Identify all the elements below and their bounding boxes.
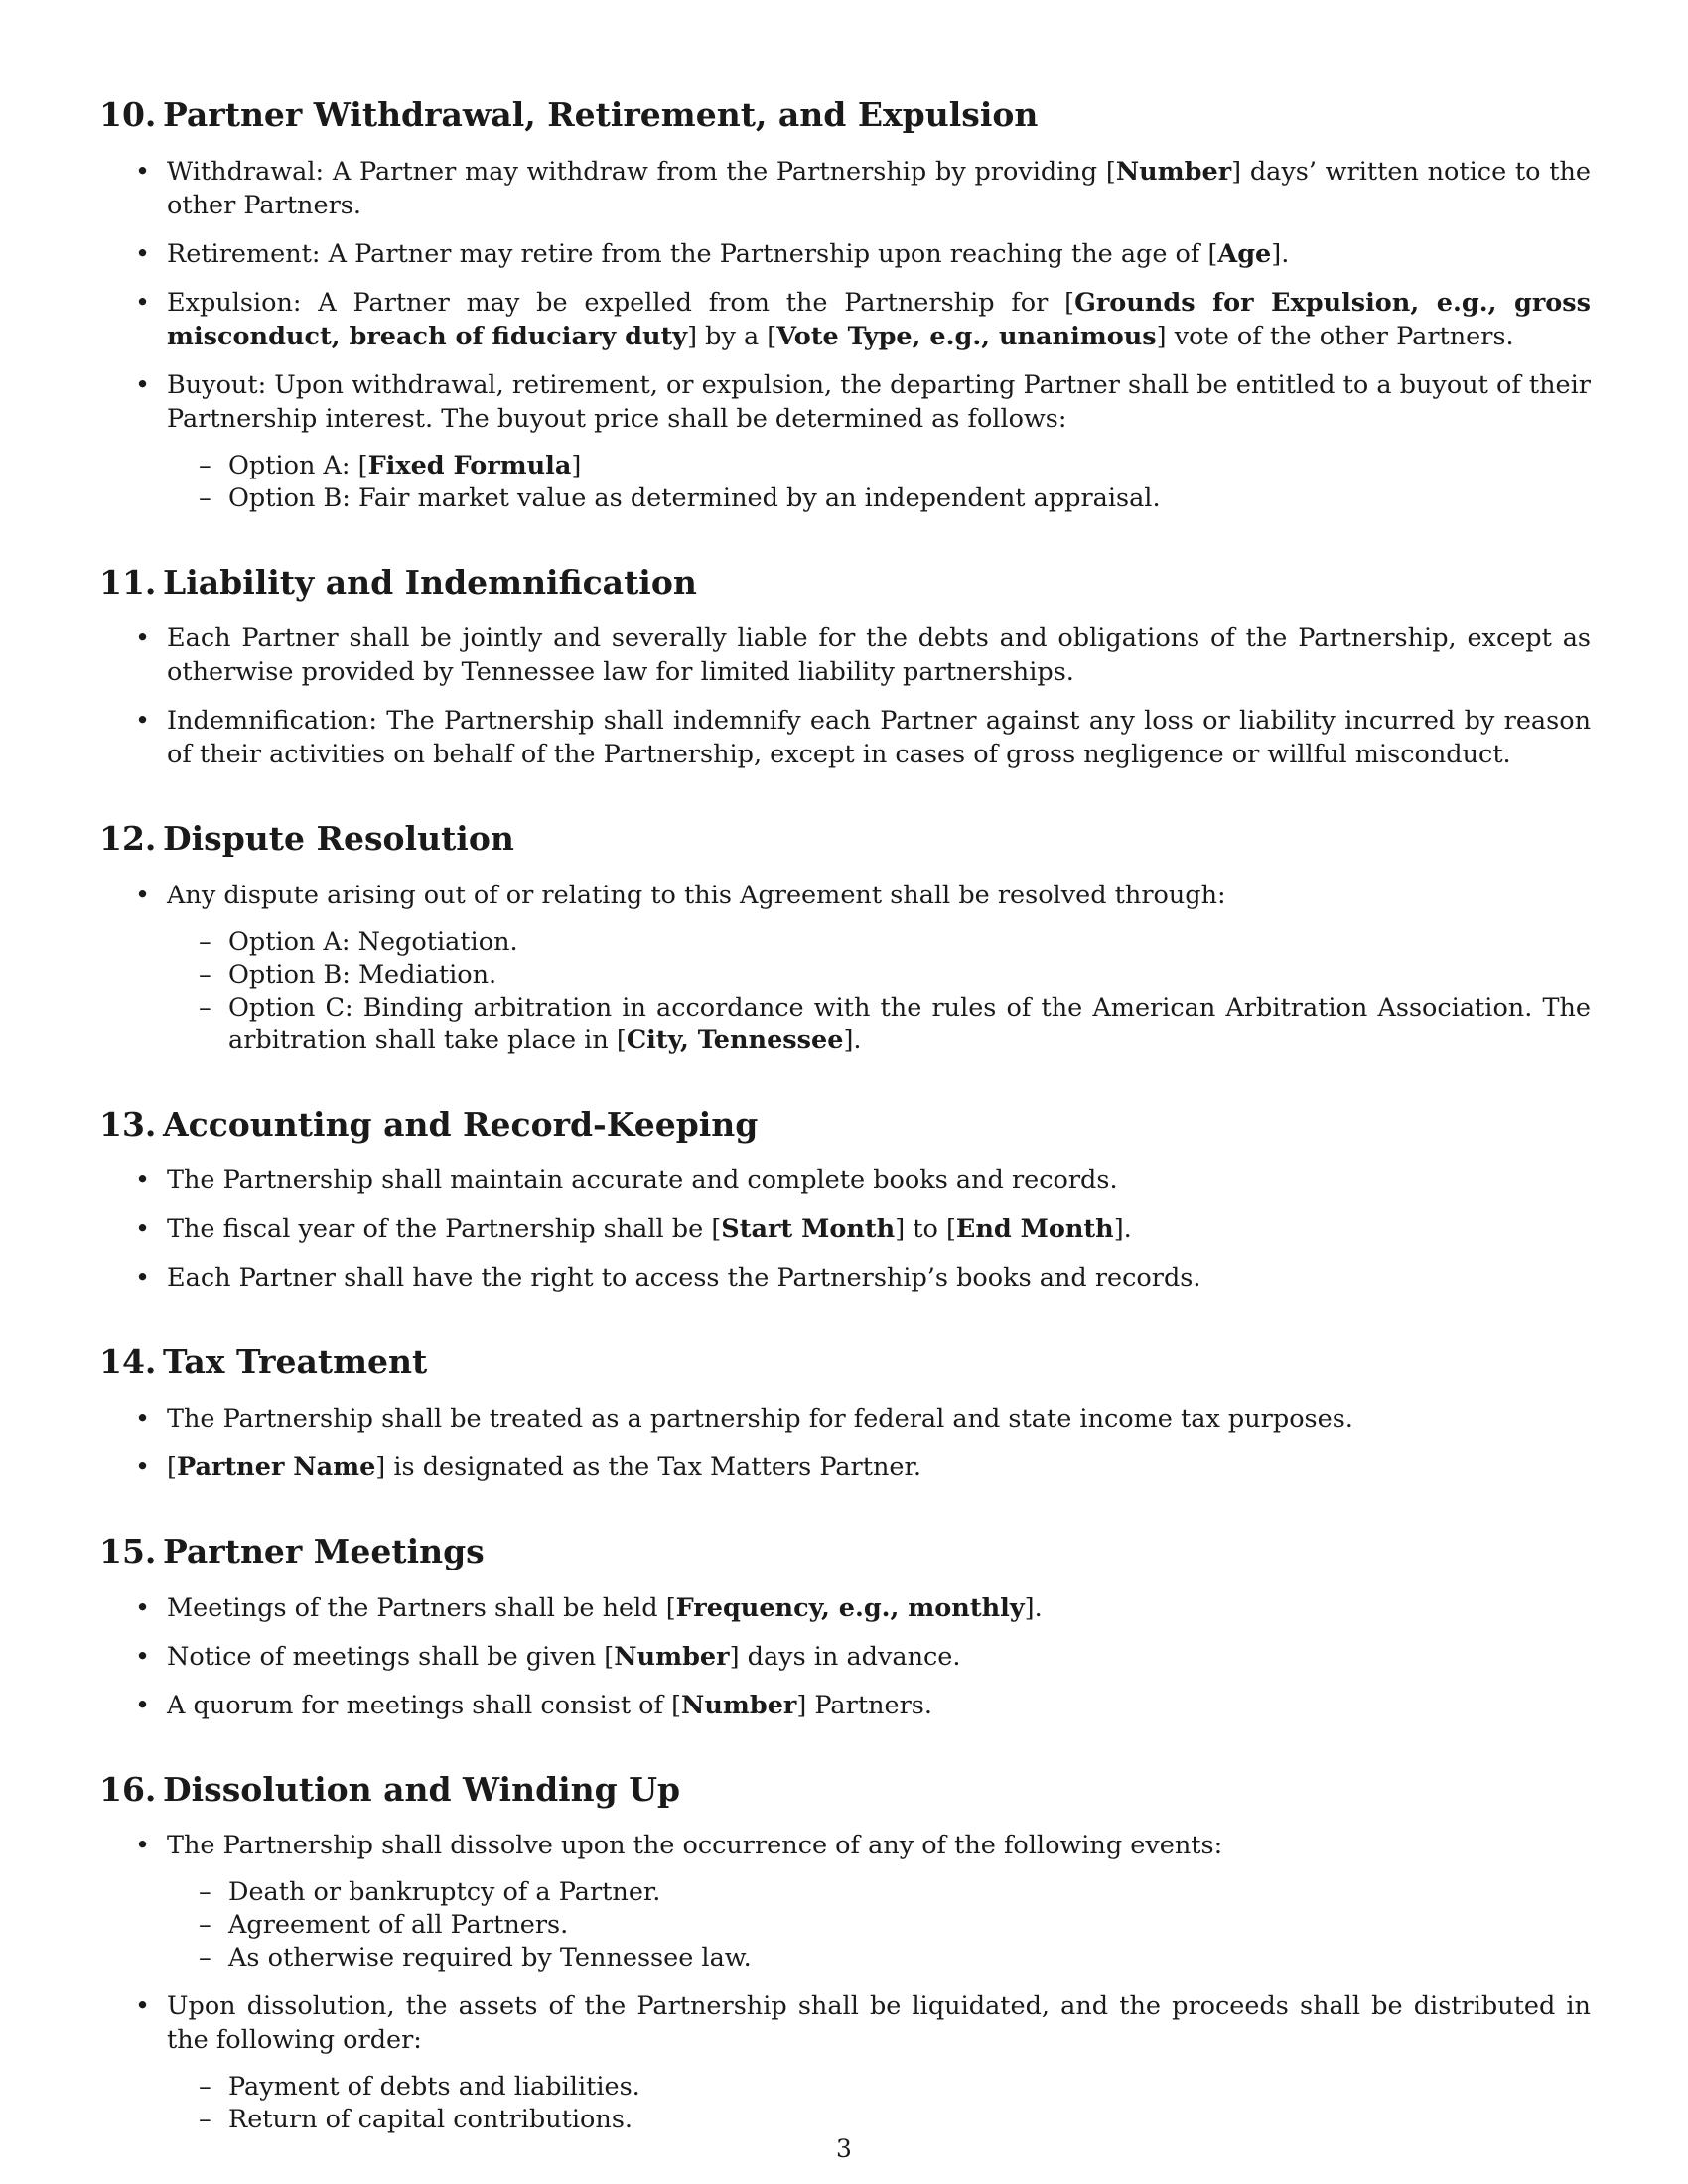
section-title: Accounting and Record-Keeping <box>163 1104 759 1144</box>
text: ]. <box>1024 1592 1043 1623</box>
placeholder-age: Age <box>1217 238 1272 269</box>
section-title: Dispute Resolution <box>163 819 514 859</box>
section-13 <box>99 1105 1591 1296</box>
sub-list-item: – Return of capital contributions. <box>167 2104 1591 2136</box>
placeholder-vote-type: Vote Type, e.g., unanimous <box>776 321 1157 351</box>
list-item <box>99 1989 1591 2136</box>
text: ] Partners. <box>796 1690 932 1720</box>
text: Meetings of the Partners shall be held [ <box>167 1592 676 1623</box>
section-number: 15. <box>99 1531 157 1570</box>
list-item <box>99 1689 1591 1722</box>
text: [ <box>167 1451 177 1482</box>
text: ] by a [ <box>687 321 777 351</box>
placeholder-partner-name: Partner Name <box>176 1451 376 1482</box>
section-heading <box>99 1532 1591 1571</box>
section-15 <box>99 1532 1591 1722</box>
section-title: Partner Withdrawal, Retirement, and Expulsion <box>163 95 1039 134</box>
list-item-buyout <box>99 368 1591 515</box>
text: ]. <box>1271 238 1290 269</box>
document-page <box>99 95 1591 2184</box>
text: Option A: [ <box>228 450 368 480</box>
section-heading <box>99 95 1591 135</box>
text: Buyout: Upon withdrawal, retirement, or expulsion, the departing Partner shall be entitled to a buyout of their Partnership interest. The buyout price shall be determined as follows: <box>167 369 1591 434</box>
sub-list-item: – Agreement of all Partners. <box>167 1909 1591 1942</box>
text: Notice of meetings shall be given [ <box>167 1641 615 1672</box>
section-12 <box>99 819 1591 1057</box>
section-title: Tax Treatment <box>163 1342 428 1382</box>
text: The Partnership shall dissolve upon the occurrence of any of the following events: <box>167 1831 1223 1861</box>
section-10 <box>99 95 1591 515</box>
text: ] days in advance. <box>729 1641 961 1672</box>
sub-list-item: – Option B: Fair market value as determined by an independent appraisal. <box>167 482 1591 515</box>
sub-list <box>167 2071 1591 2136</box>
text: ]. <box>843 1024 862 1055</box>
bullet-list <box>99 1591 1591 1722</box>
sub-list <box>167 926 1591 1057</box>
sub-list <box>167 450 1591 515</box>
text: Expulsion: A Partner may be expelled from the Partnership for [ <box>167 287 1075 318</box>
text: Withdrawal: A Partner may withdraw from the Partnership by providing [ <box>167 156 1116 187</box>
bullet-list <box>99 1829 1591 2136</box>
placeholder-number: Number <box>614 1641 730 1672</box>
sub-list-item: – As otherwise required by Tennessee law. <box>167 1942 1591 1975</box>
section-heading <box>99 819 1591 859</box>
list-item: • Each Partner shall have the right to access the Partnership’s books and records. <box>99 1261 1591 1295</box>
section-heading <box>99 1342 1591 1382</box>
list-item <box>99 1591 1591 1625</box>
sub-list-item: – Death or bankruptcy of a Partner. <box>167 1876 1591 1909</box>
section-number: 10. <box>99 95 157 134</box>
section-heading <box>99 563 1591 603</box>
section-11 <box>99 563 1591 772</box>
bullet-list <box>99 1402 1591 1484</box>
text: A quorum for meetings shall consist of [ <box>167 1690 682 1720</box>
list-item: • The Partnership shall be treated as a partnership for federal and state income tax purposes. <box>99 1402 1591 1435</box>
text: Upon dissolution, the assets of the Partnership shall be liquidated, and the proceeds shall be distributed in the following order: <box>167 1991 1591 2056</box>
placeholder-frequency: Frequency, e.g., monthly <box>675 1592 1025 1623</box>
text: ]. <box>1113 1214 1132 1245</box>
section-number: 12. <box>99 819 157 859</box>
placeholder-grounds: Grounds for Expulsion, e.g., gross misconduct, breach of fiduciary duty <box>167 287 1591 351</box>
list-item-expulsion <box>99 286 1591 353</box>
list-item: • Each Partner shall be jointly and severally liable for the debts and obligations of the Partnership, except as otherwise provided by Tennessee law for limited liability partnerships. <box>99 621 1591 689</box>
text: ] days’ written notice to the other Partners. <box>167 156 1591 220</box>
section-number: 14. <box>99 1342 157 1382</box>
section-title: Dissolution and Winding Up <box>163 1769 681 1809</box>
sub-list-item: – Payment of debts and liabilities. <box>167 2071 1591 2104</box>
list-item <box>99 1450 1591 1484</box>
page-number: 3 <box>836 2134 852 2163</box>
section-16 <box>99 1770 1591 2137</box>
placeholder-end-month: End Month <box>955 1214 1114 1245</box>
text: ] to [ <box>895 1214 956 1245</box>
bullet-list <box>99 621 1591 771</box>
section-title: Liability and Indemnification <box>163 562 697 602</box>
placeholder-number: Number <box>681 1690 797 1720</box>
text: Any dispute arising out of or relating to this Agreement shall be resolved through: <box>167 880 1226 910</box>
sub-list-item <box>167 992 1591 1057</box>
list-item-withdrawal <box>99 155 1591 222</box>
placeholder-city: City, Tennessee <box>626 1024 844 1055</box>
section-number: 11. <box>99 562 157 602</box>
text: The fiscal year of the Partnership shall be [ <box>167 1214 722 1245</box>
list-item <box>99 879 1591 1057</box>
bullet-list <box>99 155 1591 515</box>
section-heading <box>99 1105 1591 1145</box>
section-14 <box>99 1342 1591 1484</box>
bullet-list <box>99 879 1591 1057</box>
list-item: • The Partnership shall maintain accurate and complete books and records. <box>99 1163 1591 1197</box>
sub-list-item: – Option B: Mediation. <box>167 959 1591 992</box>
bullet-list <box>99 1163 1591 1295</box>
sub-list-item: – Option A: Negotiation. <box>167 926 1591 959</box>
text: ] <box>571 450 582 480</box>
placeholder-fixed-formula: Fixed Formula <box>367 450 572 480</box>
list-item <box>99 1640 1591 1674</box>
placeholder-start-month: Start Month <box>721 1214 896 1245</box>
text: Retirement: A Partner may retire from the Partnership upon reaching the age of [ <box>167 238 1218 269</box>
text: ] vote of the other Partners. <box>1156 321 1514 351</box>
text: Option C: Binding arbitration in accordance with the rules of the American Arbitration Association. The arbitration shall take place in [ <box>228 992 1591 1055</box>
section-heading <box>99 1770 1591 1810</box>
sub-list <box>167 1876 1591 1975</box>
section-number: 16. <box>99 1769 157 1809</box>
sub-list-item <box>167 450 1591 482</box>
list-item <box>99 1829 1591 1975</box>
list-item <box>99 1212 1591 1246</box>
section-number: 13. <box>99 1104 157 1144</box>
list-item-retirement <box>99 237 1591 271</box>
section-title: Partner Meetings <box>163 1531 485 1570</box>
text: ] is designated as the Tax Matters Partner. <box>375 1451 921 1482</box>
list-item: • Indemnification: The Partnership shall indemnify each Partner against any loss or liability incurred by reason of their activities on behalf of the Partnership, except in cases of gross negligence or willful misconduct. <box>99 704 1591 771</box>
placeholder-number: Number <box>1115 156 1232 187</box>
